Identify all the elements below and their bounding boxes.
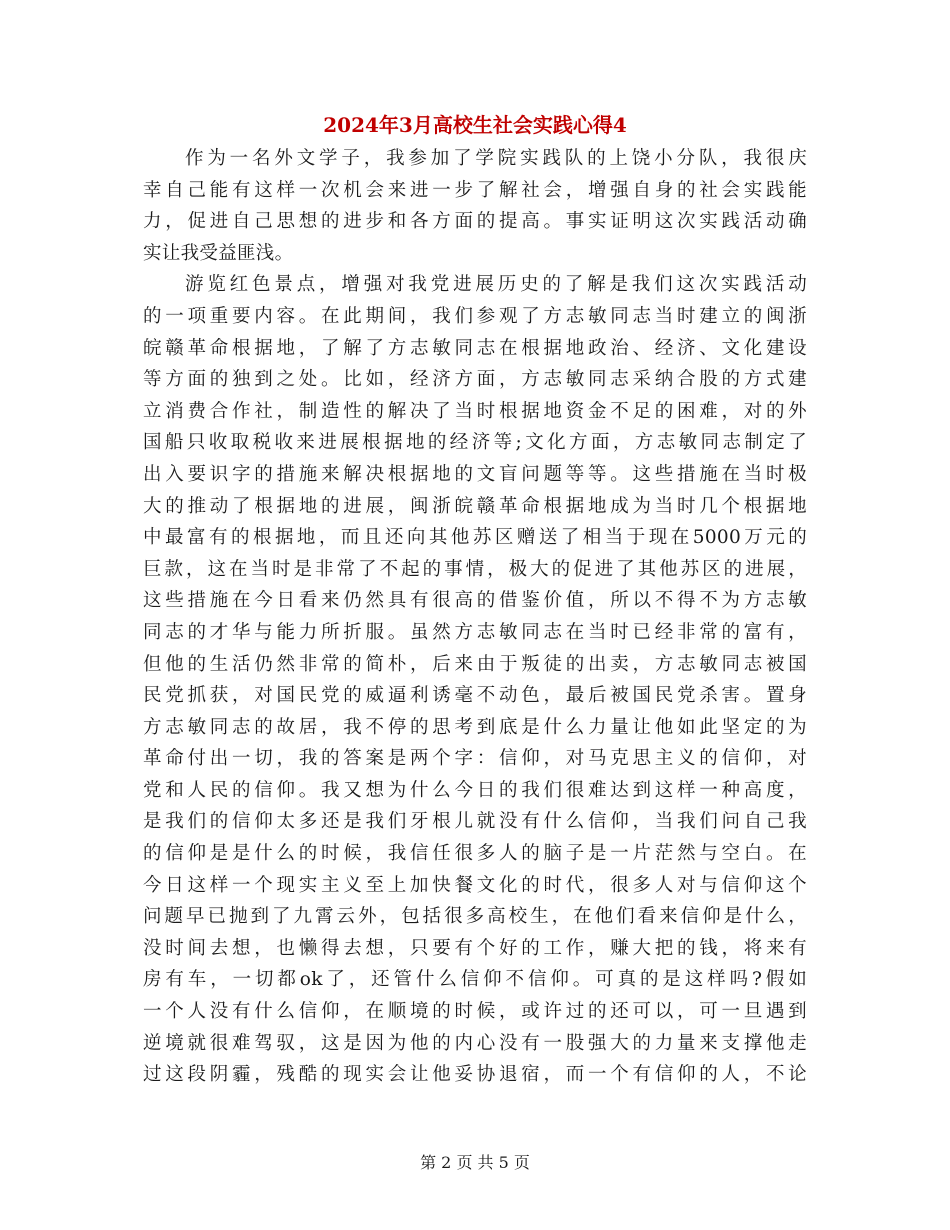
- text-line: 的一项重要内容。在此期间，我们参观了方志敏同志当时建立的闽浙: [143, 305, 807, 327]
- text-line: 民党抓获，对国民党的威逼利诱毫不动色，最后被国民党杀害。置身: [143, 685, 807, 707]
- text-line: 没时间去想，也懒得去想，只要有个好的工作，赚大把的钱，将来有: [143, 937, 807, 959]
- document-title: 2024年3月高校生社会实践心得4: [323, 113, 627, 137]
- text-line: 大的推动了根据地的进展，闽浙皖赣革命根据地成为当时几个根据地: [143, 495, 807, 517]
- text-line: 党和人民的信仰。我又想为什么今日的我们很难达到这样一种高度，: [143, 779, 807, 801]
- text-line: 国船只收取税收来进展根据地的经济等;文化方面，方志敏同志制定了: [143, 432, 807, 454]
- text-line: 问题早已抛到了九霄云外，包括很多高校生，在他们看来信仰是什么，: [143, 906, 807, 928]
- text-line: 一个人没有什么信仰，在顺境的时候，或许过的还可以，可一旦遇到: [143, 1001, 807, 1023]
- text-line: 等方面的独到之处。比如，经济方面，方志敏同志采纳合股的方式建: [143, 369, 807, 391]
- text-line: 中最富有的根据地，而且还向其他苏区赠送了相当于现在5000万元的: [143, 527, 807, 549]
- text-line: 实让我受益匪浅。: [143, 242, 294, 264]
- text-line: 这些措施在今日看来仍然具有很高的借鉴价值，所以不得不为方志敏: [143, 590, 807, 612]
- text-line: 立消费合作社，制造性的解决了当时根据地资金不足的困难，对的外: [143, 400, 807, 422]
- text-line: 出入要识字的措施来解决根据地的文盲问题等等。这些措施在当时极: [143, 463, 807, 485]
- text-line: 过这段阴霾，残酷的现实会让他妥协退宿，而一个有信仰的人，不论: [143, 1064, 807, 1086]
- text-line: 游览红色景点，增强对我党进展历史的了解是我们这次实践活动: [185, 274, 807, 296]
- text-line: 但他的生活仍然非常的简朴，后来由于叛徒的出卖，方志敏同志被国: [143, 653, 807, 675]
- page-number-footer: 第 2 页 共 5 页: [420, 1153, 530, 1172]
- text-line: 巨款，这在当时是非常了不起的事情，极大的促进了其他苏区的进展，: [143, 558, 807, 580]
- text-line: 力，促进自己思想的进步和各方面的提高。事实证明这次实践活动确: [143, 211, 807, 233]
- text-line: 作为一名外文学子，我参加了学院实践队的上饶小分队，我很庆: [185, 148, 807, 169]
- text-line: 房有车，一切都ok了，还管什么信仰不信仰。可真的是这样吗?假如: [143, 969, 807, 991]
- text-line: 幸自己能有这样一次机会来进一步了解社会，增强自身的社会实践能: [143, 179, 807, 201]
- text-line: 皖赣革命根据地，了解了方志敏同志在根据地政治、经济、文化建设: [143, 337, 807, 359]
- text-line: 革命付出一切，我的答案是两个字：信仰，对马克思主义的信仰，对: [143, 748, 807, 770]
- document-body: [143, 143, 807, 1091]
- text-line: 同志的才华与能力所折服。虽然方志敏同志在当时已经非常的富有，: [143, 621, 807, 643]
- paragraph-2: [143, 269, 807, 1090]
- text-line: 今日这样一个现实主义至上加快餐文化的时代，很多人对与信仰这个: [143, 874, 807, 896]
- text-line: 方志敏同志的故居，我不停的思考到底是什么力量让他如此坚定的为: [143, 716, 807, 738]
- text-line: 的信仰是是什么的时候，我信任很多人的脑子是一片茫然与空白。在: [143, 843, 807, 865]
- paragraph-1: [143, 143, 807, 269]
- text-line: 是我们的信仰太多还是我们牙根儿就没有什么信仰，当我们问自己我: [143, 811, 807, 833]
- text-line: 逆境就很难驾驭，这是因为他的内心没有一股强大的力量来支撑他走: [143, 1032, 807, 1054]
